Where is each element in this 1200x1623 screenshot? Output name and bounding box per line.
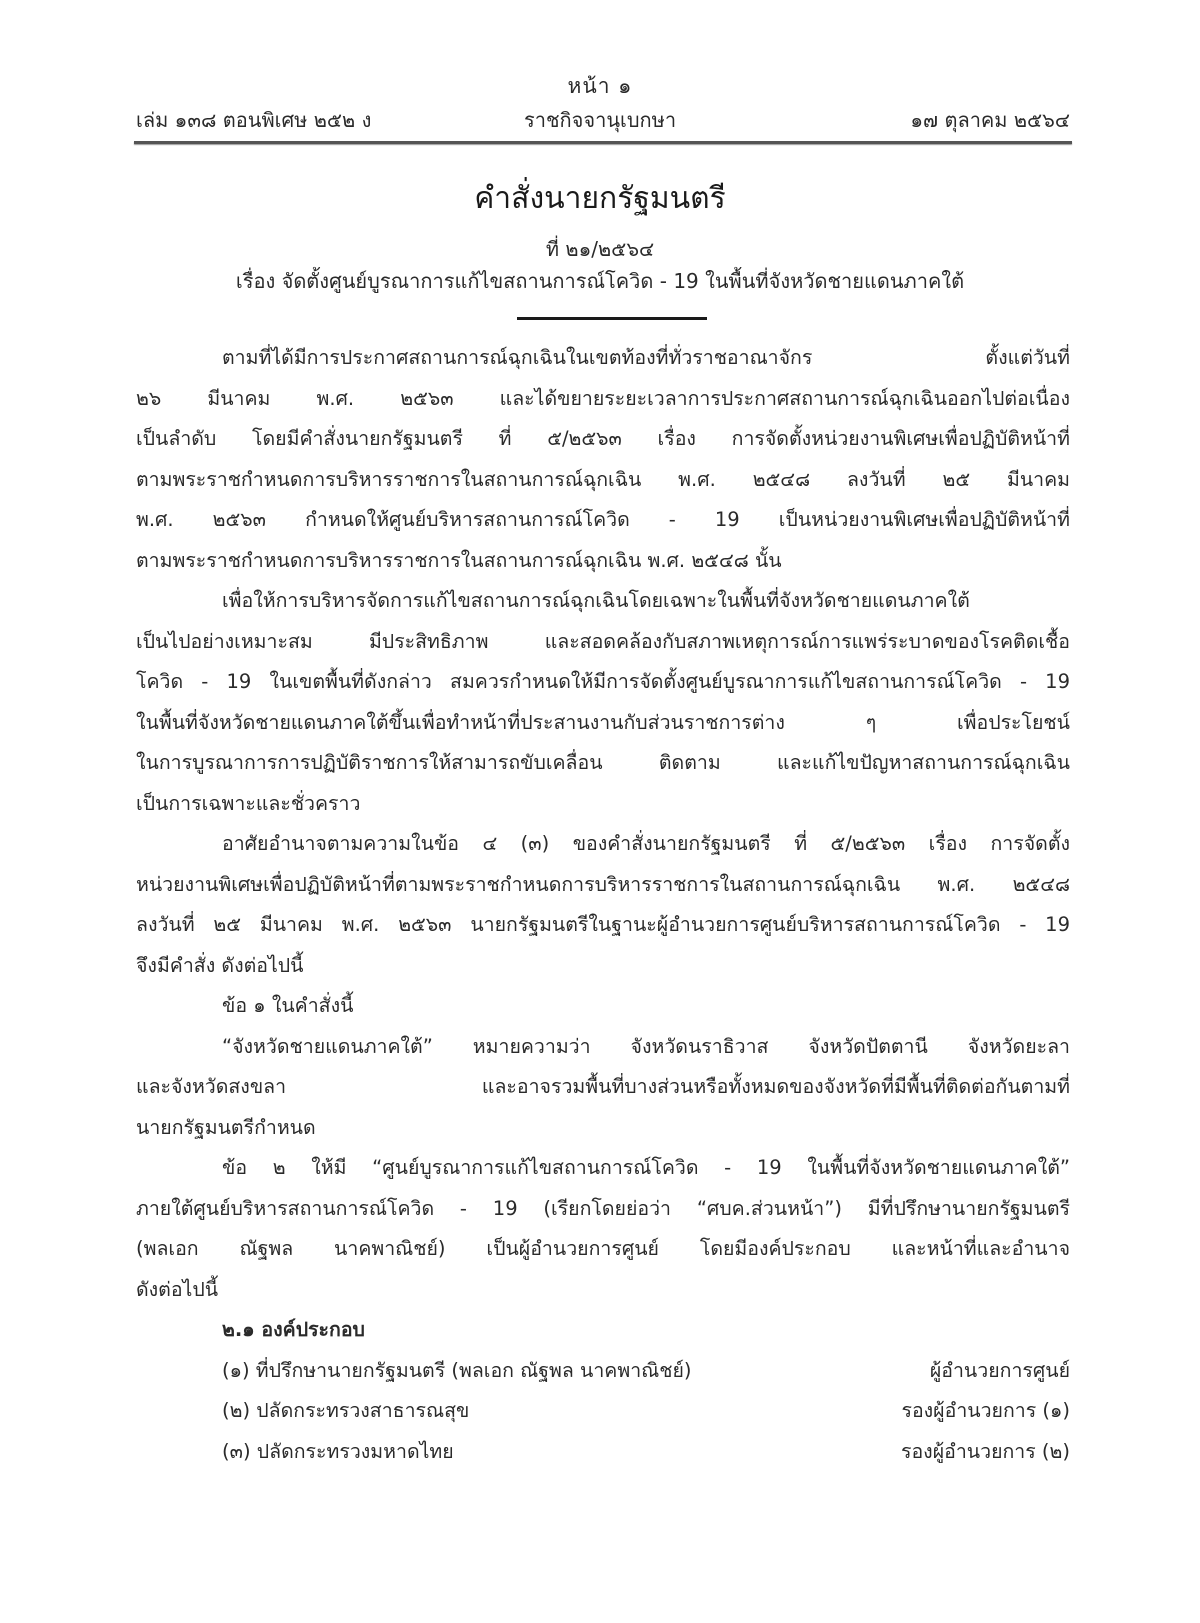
paragraph-line: เป็นลำดับ โดยมีคำสั่งนายกรัฐมนตรี ที่ ๕/๒๕๖๓ เรื่อง การจัดตั้งหน่วยงานพิเศษเพื่อปฏิบัติหน้าที่: [136, 427, 1070, 450]
volume-issue: เล่ม ๑๓๘ ตอนพิเศษ ๒๕๒ ง: [136, 108, 372, 132]
member-row: [136, 1432, 1070, 1473]
member-name: (๑) ที่ปรึกษานายกรัฐมนตรี (พลเอก ณัฐพล นาคพาณิชย์): [222, 1358, 692, 1382]
paragraph-line: อาศัยอำนาจตามความในข้อ ๔ (๓) ของคำสั่งนายกรัฐมนตรี ที่ ๕/๒๕๖๓ เรื่อง การจัดตั้ง: [222, 832, 1070, 855]
paragraph-line: ลงวันที่ ๒๕ มีนาคม พ.ศ. ๒๕๖๓ นายกรัฐมนตรีในฐานะผู้อำนวยการศูนย์บริหารสถานการณ์โควิด - 19: [136, 913, 1070, 936]
paragraph-line: เป็นการเฉพาะและชั่วคราว: [136, 791, 361, 815]
member-role: รองผู้อำนวยการ (๑): [901, 1399, 1070, 1422]
paragraph-line: ในการบูรณาการการปฏิบัติราชการให้สามารถขับเคลื่อน ติดตาม และแก้ไขปัญหาสถานการณ์ฉุกเฉิน: [136, 751, 1070, 774]
member-role: ผู้อำนวยการศูนย์: [929, 1358, 1070, 1382]
document-subject: เรื่อง จัดตั้งศูนย์บูรณาการแก้ไขสถานการณ์โควิด - 19 ในพื้นที่จังหวัดชายแดนภาคใต้: [235, 269, 965, 293]
paragraph-line: จึงมีคำสั่ง ดังต่อไปนี้: [136, 953, 304, 977]
paragraph-line: (พลเอก ณัฐพล นาคพาณิชย์) เป็นผู้อำนวยการศูนย์ โดยมีองค์ประกอบ และหน้าที่และอำนาจ: [136, 1237, 1070, 1260]
paragraph-line: พ.ศ. ๒๕๖๓ กำหนดให้ศูนย์บริหารสถานการณ์โควิด - 19 เป็นหน่วยงานพิเศษเพื่อปฏิบัติหน้าที่: [136, 508, 1070, 531]
member-name: (๒) ปลัดกระทรวงสาธารณสุข: [222, 1399, 470, 1422]
publication-date: ๑๗ ตุลาคม ๒๕๖๔: [910, 108, 1070, 132]
paragraph-line: ตามที่ได้มีการประกาศสถานการณ์ฉุกเฉินในเขตท้องที่ทั่วราชอาณาจักร ตั้งแต่วันที่: [222, 346, 1070, 369]
member-role: รองผู้อำนวยการ (๒): [901, 1439, 1070, 1463]
gazette-header: [136, 104, 1070, 136]
paragraph-line: ตามพระราชกำหนดการบริหารราชการในสถานการณ์ฉุกเฉิน พ.ศ. ๒๕๔๘ ลงวันที่ ๒๕ มีนาคม: [136, 467, 1070, 491]
document-body: [136, 338, 1070, 1472]
paragraph-line: และจังหวัดสงขลา และอาจรวมพื้นที่บางส่วนหรือทั้งหมดของจังหวัดที่มีพื้นที่ติดต่อกันตามที่: [136, 1075, 1070, 1098]
title-divider: [517, 317, 707, 320]
order-number: ที่ ๒๑/๒๕๖๔: [545, 237, 655, 261]
paragraph-line: โควิด - 19 ในเขตพื้นที่ดังกล่าว สมควรกำหนดให้มีการจัดตั้งศูนย์บูรณาการแก้ไขสถานการณ์โควิด - 19: [136, 670, 1070, 693]
paragraph-line: ในพื้นที่จังหวัดชายแดนภาคใต้ขึ้นเพื่อทำหน้าที่ประสานงานกับส่วนราชการต่าง ๆ เพื่อประโยชน์: [136, 710, 1070, 734]
document-title: คำสั่งนายกรัฐมนตรี: [474, 181, 726, 216]
paragraph-line: ข้อ ๒ ให้มี “ศูนย์บูรณาการแก้ไขสถานการณ์โควิด - 19 ในพื้นที่จังหวัดชายแดนภาคใต้”: [222, 1156, 1070, 1179]
paragraph-line: หน่วยงานพิเศษเพื่อปฏิบัติหน้าที่ตามพระราชกำหนดการบริหารราชการในสถานการณ์ฉุกเฉิน พ.ศ. ๒๕๔๘: [136, 872, 1070, 896]
member-name: (๓) ปลัดกระทรวงมหาดไทย: [222, 1439, 454, 1463]
paragraph-line: เพื่อให้การบริหารจัดการแก้ไขสถานการณ์ฉุกเฉินโดยเฉพาะในพื้นที่จังหวัดชายแดนภาคใต้: [222, 589, 970, 612]
paragraph-line: “จังหวัดชายแดนภาคใต้” หมายความว่า จังหวัดนราธิวาส จังหวัดปัตตานี จังหวัดยะลา: [222, 1034, 1070, 1058]
section-heading: ๒.๑ องค์ประกอบ: [222, 1318, 365, 1341]
clause-heading: ข้อ ๑ ในคำสั่งนี้: [222, 994, 354, 1017]
paragraph-line: ตามพระราชกำหนดการบริหารราชการในสถานการณ์ฉุกเฉิน พ.ศ. ๒๕๔๘ นั้น: [136, 548, 782, 572]
gazette-name: ราชกิจจานุเบกษา: [524, 108, 677, 132]
member-row: [136, 1391, 1070, 1432]
header-divider: [134, 141, 1072, 144]
page-number: หน้า ๑: [567, 74, 633, 98]
member-row: [136, 1351, 1070, 1392]
paragraph-line: ๒๖ มีนาคม พ.ศ. ๒๕๖๓ และได้ขยายระยะเวลาการประกาศสถานการณ์ฉุกเฉินออกไปต่อเนื่อง: [136, 386, 1070, 410]
paragraph-line: ดังต่อไปนี้: [136, 1277, 219, 1301]
paragraph-line: นายกรัฐมนตรีกำหนด: [136, 1115, 316, 1139]
paragraph-line: ภายใต้ศูนย์บริหารสถานการณ์โควิด - 19 (เรียกโดยย่อว่า “ศบค.ส่วนหน้า”) มีที่ปรึกษานายกรัฐมนตรี: [136, 1196, 1070, 1220]
paragraph-line: เป็นไปอย่างเหมาะสม มีประสิทธิภาพ และสอดคล้องกับสภาพเหตุการณ์การแพร่ระบาดของโรคติดเชื้อ: [136, 629, 1070, 653]
